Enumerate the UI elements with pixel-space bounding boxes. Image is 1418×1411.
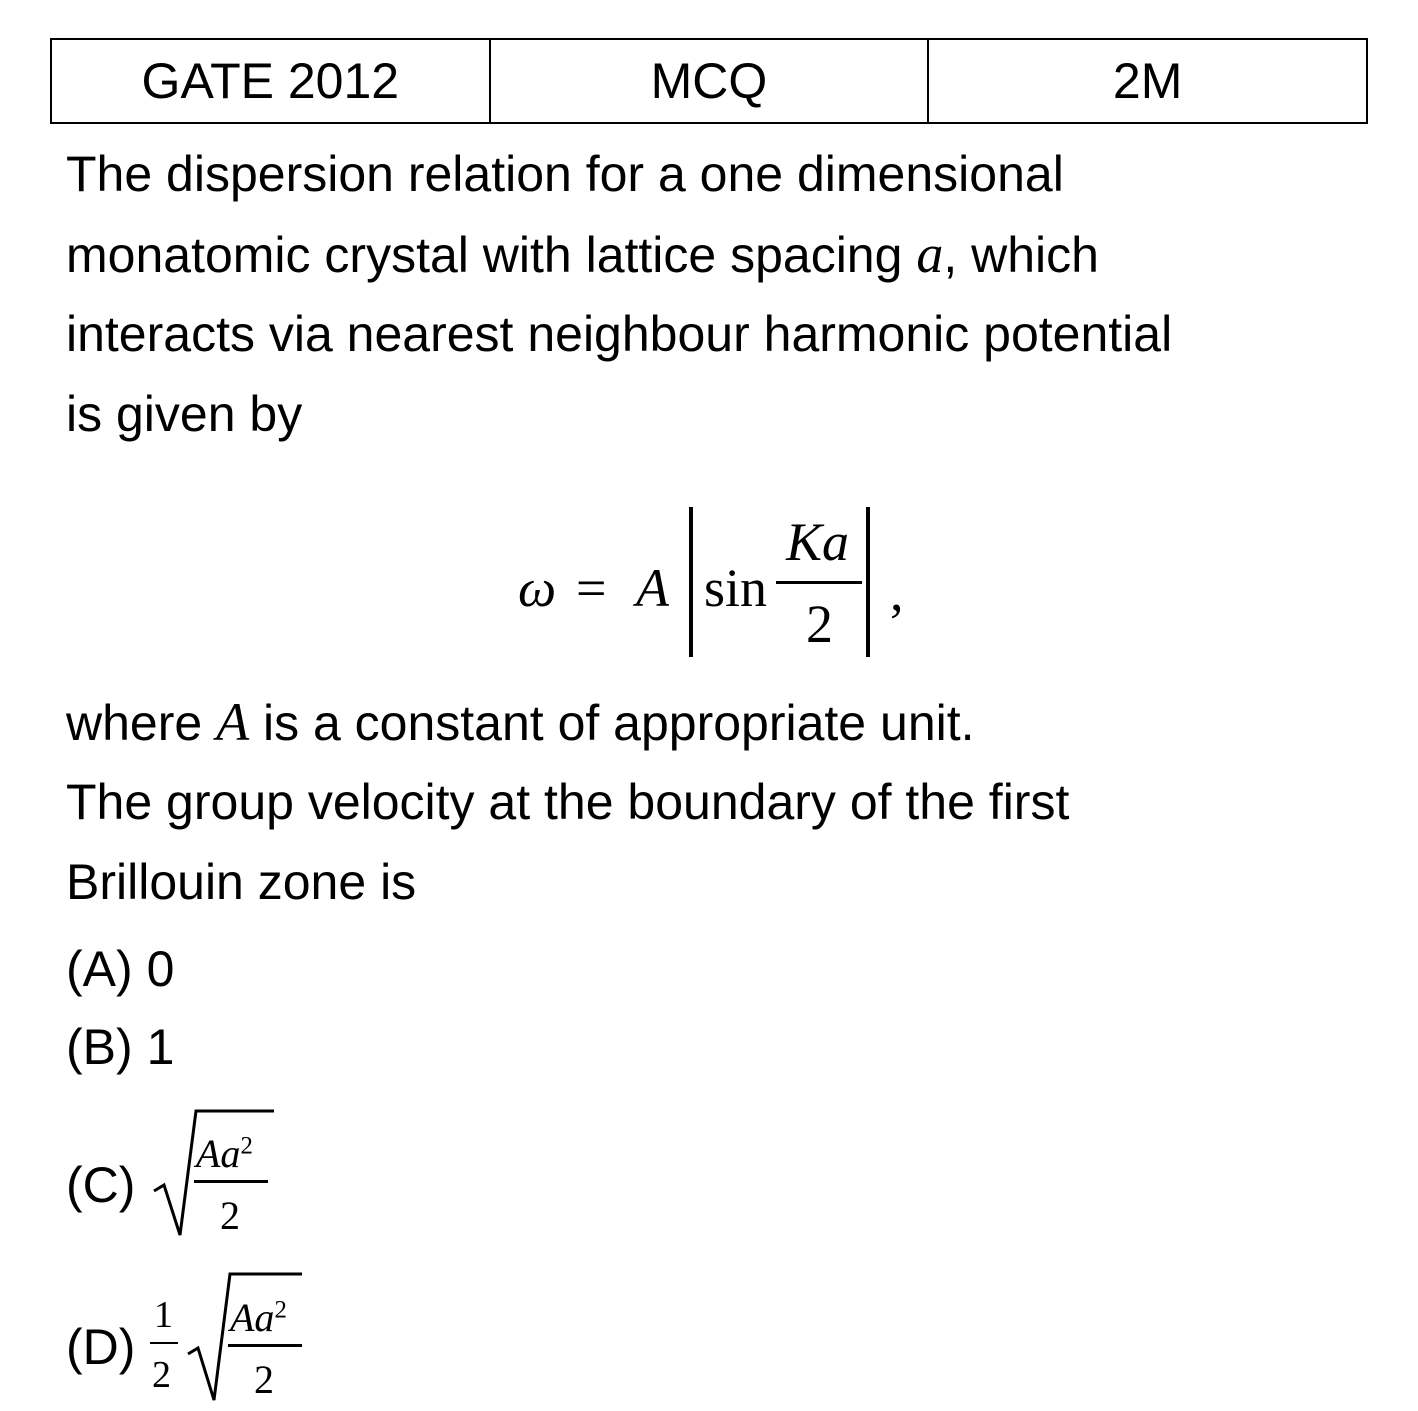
option-d-denominator: 2 bbox=[254, 1357, 274, 1402]
eq-denominator: 2 bbox=[806, 594, 833, 654]
option-d-label[interactable]: (D) bbox=[66, 1319, 136, 1375]
option-d-numerator: Aa$^2$ bbox=[230, 1295, 287, 1340]
option-b[interactable] bbox=[66, 1019, 175, 1075]
eq-trailing-comma: , bbox=[890, 562, 904, 622]
option-a-value: 0 bbox=[146, 941, 175, 997]
option-c-numerator: Aa$^2$ bbox=[196, 1131, 253, 1176]
question-line-1: The dispersion relation for a one dimensional bbox=[66, 146, 1064, 202]
option-b-label: (B) bbox=[66, 1019, 133, 1075]
option-a-label: (A) bbox=[66, 941, 133, 997]
exam-cell: GATE 2012 bbox=[51, 39, 490, 123]
eq-equals: = bbox=[576, 558, 607, 618]
question-line-2-post: , which bbox=[943, 227, 1099, 283]
question-type-cell: MCQ bbox=[490, 39, 929, 123]
eq-abs-left-bar bbox=[689, 507, 693, 657]
lattice-spacing-var: a bbox=[916, 224, 944, 284]
option-d-prefactor-denominator: 2 bbox=[152, 1354, 171, 1396]
option-d-prefactor-bar bbox=[150, 1342, 178, 1344]
option-d-prefactor-numerator: 1 bbox=[154, 1294, 173, 1336]
option-d-fraction-bar bbox=[228, 1344, 302, 1347]
option-c-label[interactable]: (C) bbox=[66, 1157, 136, 1213]
eq-coef-A: A bbox=[636, 558, 669, 618]
question-line-2-pre: monatomic crystal with lattice spacing bbox=[66, 227, 917, 283]
option-c-fraction-bar bbox=[194, 1180, 268, 1183]
question-where-line bbox=[66, 682, 975, 763]
eq-sin: sin bbox=[704, 558, 768, 618]
question-line-6: The group velocity at the boundary of the first bbox=[66, 774, 1070, 830]
where-post: is a constant of appropriate unit. bbox=[249, 695, 975, 751]
question-line-4: is given by bbox=[66, 386, 303, 442]
eq-numerator: Ka bbox=[786, 512, 850, 572]
option-a[interactable] bbox=[66, 941, 175, 997]
question-line-7: Brillouin zone is bbox=[66, 854, 417, 910]
marks-cell: 2M bbox=[928, 39, 1367, 123]
eq-omega: ω bbox=[518, 558, 557, 618]
question-line-3: interacts via nearest neighbour harmonic potential bbox=[66, 306, 1173, 362]
header-table bbox=[50, 38, 1368, 124]
eq-abs-right-bar bbox=[866, 507, 870, 657]
question-line-2 bbox=[66, 214, 1099, 295]
where-pre: where bbox=[66, 695, 217, 751]
eq-fraction-bar bbox=[776, 581, 862, 584]
option-c-denominator: 2 bbox=[220, 1193, 240, 1238]
option-b-value: 1 bbox=[146, 1019, 175, 1075]
constant-A-var: A bbox=[216, 692, 250, 752]
